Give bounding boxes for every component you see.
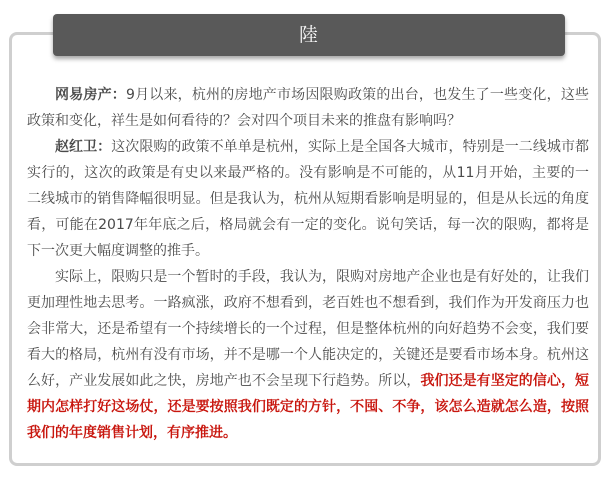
question-text: 9月以来，杭州的房地产市场因限购政策的出台，也发生了一些变化，这些政策和变化，祥生是如何看待的？会对四个项目未来的推盘有影响吗？ <box>27 87 590 129</box>
section-title: 陸 <box>298 24 319 46</box>
continuation-text: 实际上，限购只是一个暂时的手段，我认为，限购对房地产企业也是有好处的，让我们更加理性地去思考。一路疯涨，政府不想看到，老百姓也不想看到，我们作为开发商压力也会非常大，还是希望有一个持续增长的一个过程，但是整体杭州的向好趋势不会变，我们要看大的格局，杭州有没有市场，并不是哪一个人能决定的，关键还是要看市场本身。杭州这么好，产业发展如此之快，房地产也不会呈现下行趋势。所以， <box>27 269 589 389</box>
answer-text: 这次限购的政策不单单是杭州，实际上是全国各大城市，特别是一二线城市都实行的，这次的政策是有史以来最严格的。没有影响是不可能的，从11月开始，主要的一二线城市的销售降幅很明显。但是我认为，杭州从短期看影响是明显的，但是从长远的角度看，可能在2017年年底之后，格局就会有一定的变化。说句笑话，每一次的限购，都将是下一次更大幅度调整的推手。 <box>27 139 590 259</box>
highlighted-statement: 我们还是有坚定的信心，短期内怎样打好这场仗，还是要按照我们既定的方针，不囤、不争，该怎么造就怎么造，按照我们的年度销售计划，有序推进。 <box>27 373 590 441</box>
paragraph-answer <box>27 134 589 264</box>
article-body <box>27 82 589 446</box>
speaker-label-interviewer: 网易房产： <box>55 87 126 103</box>
paragraph-question <box>27 82 589 134</box>
paragraph-continuation <box>27 264 589 446</box>
speaker-label-respondent: 赵红卫： <box>55 139 112 155</box>
section-title-bar <box>53 14 565 56</box>
